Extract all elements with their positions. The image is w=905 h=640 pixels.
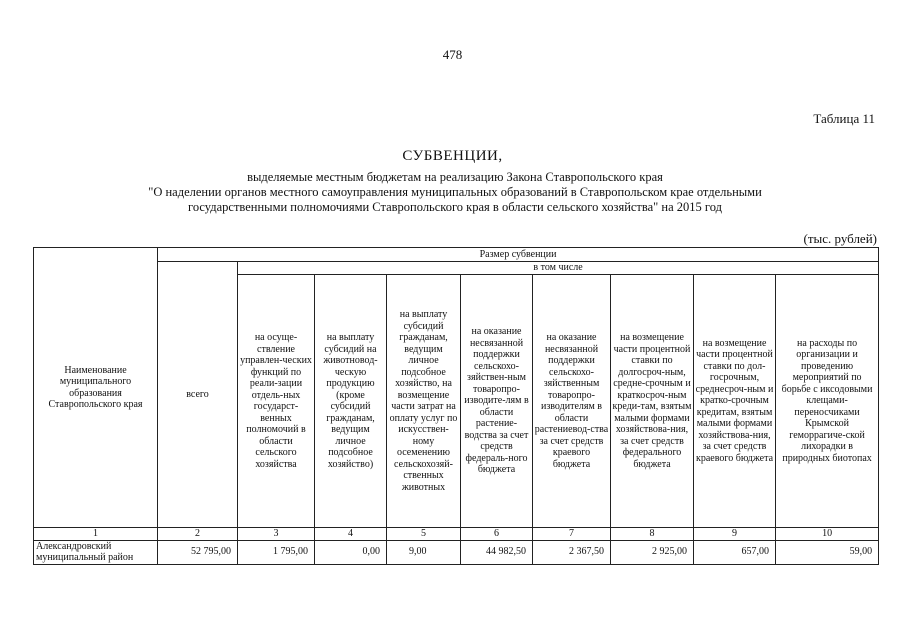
header-col-4: на выплату субсидий на животновод-ческую продукцию (кроме субсидий гражданам, ведущим личное подсобное хозяйство)	[315, 275, 387, 528]
header-including: в том числе	[238, 262, 879, 275]
header-municipality: Наименование муниципального образования Ставропольского края	[34, 248, 158, 528]
table-label: Таблица 11	[813, 111, 875, 126]
units-label: (тыс. рублей)	[803, 231, 877, 246]
cell-col-4: 0,00	[315, 540, 387, 564]
column-number: 5	[387, 528, 461, 541]
table-row	[34, 540, 879, 564]
cell-col-7: 2 367,50	[533, 540, 611, 564]
page-number: 478	[442, 47, 463, 62]
column-number: 3	[238, 528, 315, 541]
column-number: 4	[315, 528, 387, 541]
cell-col-5: 9,00	[387, 540, 461, 564]
header-col-8: на возмещение части процентной ставки по долгосроч-ным, средне-срочным и краткосроч-ным креди-там, взятым малыми формами хозяйствова-ния, за счет средств федерального бюджета	[611, 275, 694, 528]
cell-col-3: 1 795,00	[238, 540, 315, 564]
header-col-6: на оказание несвязанной поддержки сельскохо-зяйствен-ным товаропро-изводите-лям в области растениe-водства за счет средств федераль-ного бюджета	[461, 275, 533, 528]
column-number: 6	[461, 528, 533, 541]
header-col-5: на выплату субсидий гражданам, ведущим личное подсобное хозяйство, на возмещение части затрат на оплату услуг по искусствен-ному осеменению сельскохозяй-ственных животных	[387, 275, 461, 528]
cell-total: 52 795,00	[158, 540, 238, 564]
document-title: СУБВЕНЦИИ,	[402, 148, 503, 164]
document-subtitle	[60, 170, 850, 215]
column-number: 9	[694, 528, 776, 541]
header-subvention-size: Размер субвенции	[158, 248, 879, 262]
subtitle-line-3: государственными полномочиями Ставропольского края в области сельского хозяйства" на 2015 год	[188, 200, 722, 214]
cell-col-9: 657,00	[694, 540, 776, 564]
subventions-table	[33, 247, 879, 565]
column-number: 1	[34, 528, 158, 541]
cell-col-6: 44 982,50	[461, 540, 533, 564]
column-number: 2	[158, 528, 238, 541]
header-col-10: на расходы по организации и проведению мероприятий по борьбе с иксодовыми клещами-переносчиками Крымской геморрагиче-ской лихорадки в природных биотопах	[776, 275, 879, 528]
subtitle-line-1: выделяемые местным бюджетам на реализацию Закона Ставропольского края	[247, 170, 663, 184]
column-number-row	[34, 528, 879, 541]
cell-col-10: 59,00	[776, 540, 879, 564]
header-col-3: на осуще-ствление управлен-ческих функций по реали-зации отдель-ных государст-венных полномочий в области сельского хозяйства	[238, 275, 315, 528]
municipality-name: Александровский муниципальный район	[34, 540, 158, 564]
subtitle-line-2: "О наделении органов местного самоуправления муниципальных образований в Ставропольском крае отдельными	[148, 185, 762, 199]
column-number: 7	[533, 528, 611, 541]
cell-col-8: 2 925,00	[611, 540, 694, 564]
header-col-7: на оказание несвязанной поддержки сельскохо-зяйственным товаропро-изводителям в области растениевод-ства за счет средств краевого бюджета	[533, 275, 611, 528]
header-total: всего	[158, 262, 238, 528]
header-col-9: на возмещение части процентной ставки по дол-госрочным, среднесроч-ным и кратко-срочным кредитам, взятым малыми формами хозяйствова-ния, за счет средств краевого бюджета	[694, 275, 776, 528]
column-number: 10	[776, 528, 879, 541]
column-number: 8	[611, 528, 694, 541]
